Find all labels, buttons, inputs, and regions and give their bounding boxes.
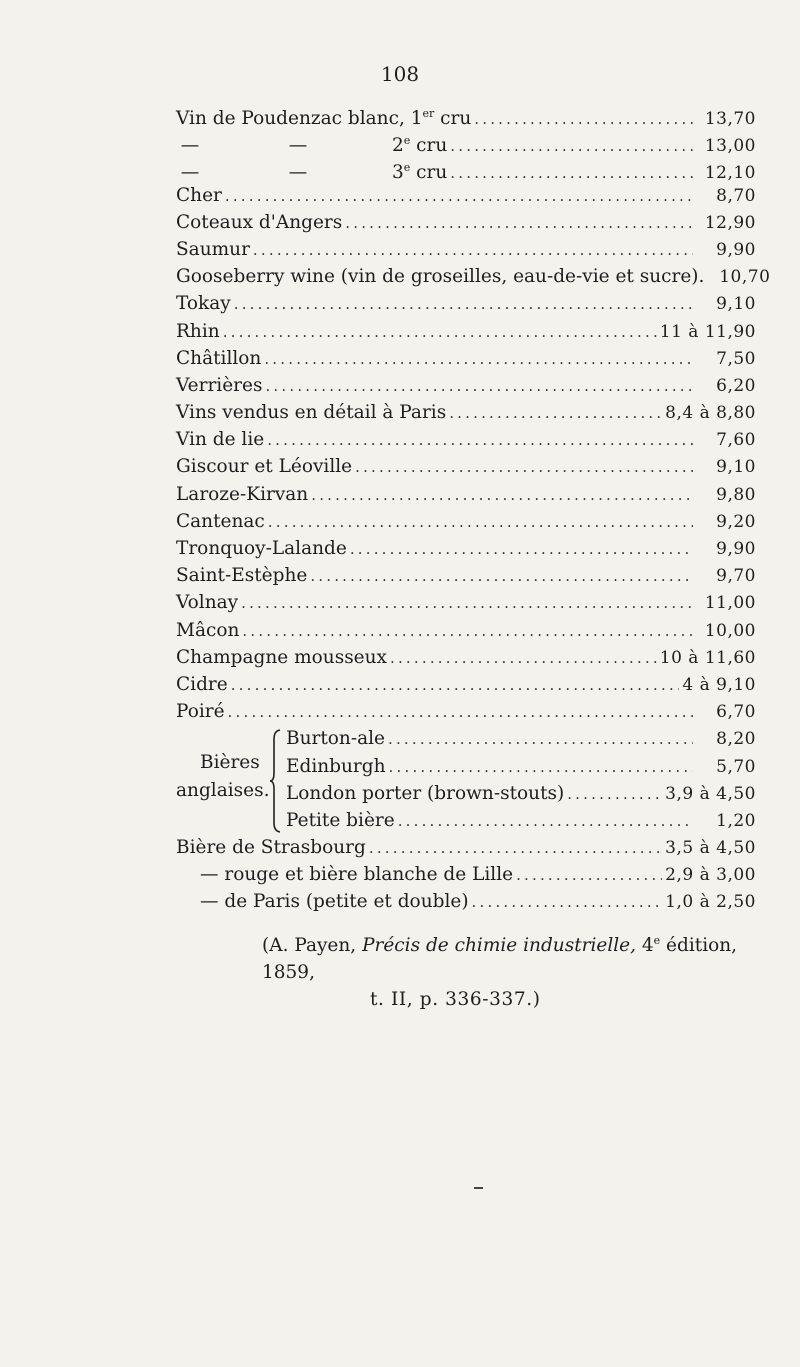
leader-dots xyxy=(253,237,693,264)
entry-row xyxy=(176,236,756,263)
entry-text: Saumur xyxy=(176,238,250,260)
entry-label xyxy=(176,345,261,372)
entry-label xyxy=(176,861,513,888)
entry-label xyxy=(176,644,387,671)
entry-label xyxy=(176,453,352,480)
entry-text: Mâcon xyxy=(176,619,240,641)
leader-dots xyxy=(516,862,662,889)
entry-row xyxy=(176,399,756,426)
entry-text: Vins vendus en détail à Paris xyxy=(176,402,447,424)
entry-text: Cantenac xyxy=(176,510,265,532)
entry-text: Châtillon xyxy=(176,347,262,369)
leader-dots xyxy=(267,427,693,454)
entry-text: Verrières xyxy=(176,374,263,396)
entry-label xyxy=(286,753,386,780)
leader-dots xyxy=(450,133,693,160)
source-citation xyxy=(262,927,758,1013)
entry-label xyxy=(176,888,469,915)
entry-label xyxy=(286,780,564,807)
entry-row xyxy=(176,318,756,345)
leader-dots xyxy=(345,210,693,237)
entry-row xyxy=(176,562,756,589)
entry-row xyxy=(176,671,756,698)
entry-row xyxy=(286,725,756,752)
entry-row xyxy=(176,508,756,535)
entry-label xyxy=(176,698,225,725)
price-list xyxy=(176,100,771,916)
entry-label xyxy=(176,426,264,453)
entry-row xyxy=(176,644,756,671)
entry-text: Cidre xyxy=(176,673,228,695)
group-label-line2: anglaises. xyxy=(176,780,270,802)
leader-dots xyxy=(223,319,657,346)
entry-label xyxy=(176,617,239,644)
entry-label xyxy=(176,399,446,426)
entry-label xyxy=(176,290,231,317)
entry-row xyxy=(176,100,756,127)
leader-dots xyxy=(225,183,693,210)
leader-dots xyxy=(310,563,693,590)
entry-value: 12,10 xyxy=(704,163,756,184)
entry-value: 9,90 xyxy=(716,239,756,260)
entry-text: Cher xyxy=(176,184,222,206)
entry-row xyxy=(176,426,756,453)
entry-value: 9,70 xyxy=(716,566,756,587)
entry-value: 6,20 xyxy=(716,375,756,396)
entry-row xyxy=(176,888,756,915)
entry-suffix: cru xyxy=(410,135,448,157)
leader-dots xyxy=(350,536,693,563)
entry-value: 9,90 xyxy=(716,539,756,559)
leader-dots xyxy=(472,889,663,916)
beer-rows xyxy=(286,725,756,834)
source-edition-sup: e xyxy=(653,934,661,947)
entry-row xyxy=(176,372,756,399)
leader-dots xyxy=(264,346,693,373)
entry-label xyxy=(176,372,262,399)
entry-label xyxy=(176,263,704,290)
entry-text: — de Paris (petite et double) xyxy=(200,891,469,913)
entry-label xyxy=(176,589,238,616)
ditto-dash: — xyxy=(288,162,308,184)
entry-row xyxy=(176,453,756,480)
entry-label xyxy=(176,481,308,508)
source-suffix: édition, 1859, xyxy=(262,935,738,983)
leader-dots xyxy=(231,672,680,699)
entry-value: 6,70 xyxy=(716,702,756,723)
source-line-2: t. II, p. 336-337.) xyxy=(370,989,541,1010)
entry-row xyxy=(176,481,756,508)
entry-label xyxy=(176,562,307,589)
entry-text: Volnay xyxy=(176,592,239,614)
entry-row xyxy=(176,861,756,888)
entry-text: Vin de lie xyxy=(176,429,265,451)
source-line-1 xyxy=(262,927,758,986)
entry-value: 8,4 à 8,80 xyxy=(665,403,756,424)
entry-suffix: cru xyxy=(410,162,448,184)
group-label xyxy=(176,725,276,834)
ditto-dash: — xyxy=(288,135,308,157)
leader-dots xyxy=(311,482,693,509)
entry-text: Tokay xyxy=(176,293,231,315)
entry-row xyxy=(176,589,756,616)
entry-value: 7,50 xyxy=(716,348,756,369)
entry-value: 3,9 à 4,50 xyxy=(665,783,756,804)
entry-text: Saint-Estèphe xyxy=(176,565,308,587)
entry-text: Coteaux d'Angers xyxy=(176,211,343,233)
entry-text: Champagne mousseux xyxy=(176,646,387,668)
leader-dots xyxy=(355,454,693,481)
entry-label xyxy=(176,508,265,535)
entry-value: 8,20 xyxy=(716,729,756,750)
entry-label xyxy=(176,209,342,236)
entry-value: 13,00 xyxy=(704,136,756,157)
leader-dots xyxy=(369,835,662,862)
entry-text: Rhin xyxy=(176,320,220,342)
leader-dots xyxy=(268,509,693,536)
entry-row xyxy=(176,209,756,236)
ordinal-number: 2 xyxy=(392,135,404,157)
entry-row xyxy=(286,753,756,780)
entry-text: Giscour et Léoville xyxy=(176,456,353,478)
entry-value: 10,00 xyxy=(704,620,756,641)
entry-value: 1,20 xyxy=(716,810,756,831)
entry-value: 5,70 xyxy=(716,756,756,777)
entry-text: Laroze-Kirvan xyxy=(176,483,309,505)
group-label-line1: Bières xyxy=(200,752,260,774)
entry-row xyxy=(176,617,756,644)
entry-label xyxy=(176,834,366,861)
entry-suffix: cru xyxy=(434,108,472,129)
entry-label xyxy=(176,671,228,698)
leader-dots xyxy=(567,781,662,808)
entry-row xyxy=(176,698,756,725)
entry-value: 13,70 xyxy=(704,109,756,129)
leader-dots xyxy=(234,291,693,318)
entry-row xyxy=(176,535,756,562)
entry-value: 1,0 à 2,50 xyxy=(665,892,756,913)
entry-label xyxy=(286,725,385,752)
entry-text: — rouge et bière blanche de Lille xyxy=(200,864,514,886)
leader-dots xyxy=(242,618,693,645)
entry-value: 9,80 xyxy=(716,484,756,505)
entry-row xyxy=(176,263,771,290)
entry-text: Edinburgh xyxy=(286,755,386,777)
entry-row xyxy=(176,345,756,372)
entry-value: 4 à 9,10 xyxy=(682,674,756,695)
ordinal-sup: e xyxy=(403,134,411,148)
entry-value: 7,60 xyxy=(716,430,756,451)
leader-dots xyxy=(241,590,693,617)
entry-value: 9,20 xyxy=(716,511,756,532)
curly-brace xyxy=(269,729,281,833)
entry-value: 9,10 xyxy=(716,457,756,478)
entry-label xyxy=(176,318,220,345)
leader-dots xyxy=(228,699,693,726)
entry-value: 12,90 xyxy=(704,212,756,233)
entry-value: 2,9 à 3,00 xyxy=(665,865,756,886)
entry-row xyxy=(176,834,756,861)
entry-text: Tronquoy-Lalande xyxy=(176,538,347,559)
entry-value: 10,70 xyxy=(719,267,771,288)
leader-dots xyxy=(390,645,657,672)
entry-text: Bière de Strasbourg xyxy=(176,837,366,859)
entry-label xyxy=(176,535,347,562)
ordinal-sup: er xyxy=(422,107,435,120)
leader-dots xyxy=(474,106,693,133)
entry-text: Burton-ale xyxy=(286,728,385,750)
page-mark xyxy=(474,1187,483,1189)
entry-text: Vin de Poudenzac blanc, 1 xyxy=(176,108,423,129)
entry-text: Petite bière xyxy=(286,809,395,831)
leader-dots xyxy=(398,808,693,835)
entry-value: 10 à 11,60 xyxy=(659,647,756,668)
entry-label xyxy=(176,236,250,263)
source-title: Précis de chimie industrielle, xyxy=(362,935,636,956)
leader-dots xyxy=(449,400,662,427)
ordinal-sup: e xyxy=(403,161,411,175)
entry-row xyxy=(286,780,756,807)
entry-label xyxy=(176,182,222,209)
entry-text: London porter (brown-stouts) xyxy=(286,782,565,804)
ordinal-number: 3 xyxy=(392,162,404,184)
entry-value: 9,10 xyxy=(716,294,756,315)
source-prefix: (A. Payen, xyxy=(262,935,363,956)
leader-dots xyxy=(265,373,693,400)
entry-label xyxy=(286,807,395,834)
entry-row xyxy=(176,182,756,209)
page-number: 108 xyxy=(380,62,420,86)
entry-value: 8,70 xyxy=(716,185,756,206)
ditto-dash: — xyxy=(180,135,200,157)
entry-row xyxy=(286,807,756,834)
entry-value: 3,5 à 4,50 xyxy=(665,838,756,859)
entry-text: Poiré xyxy=(176,701,225,723)
english-beers-group xyxy=(176,725,756,834)
entry-value: 11,00 xyxy=(704,593,756,614)
entry-value: 11 à 11,90 xyxy=(659,321,756,342)
leader-dots xyxy=(389,754,693,781)
leader-dots xyxy=(388,726,693,753)
entry-text: Gooseberry wine (vin de groseilles, eau-de-vie et sucre). xyxy=(176,266,705,288)
entry-row xyxy=(176,290,756,317)
ditto-dash: — xyxy=(180,162,200,184)
source-edition-number: 4 xyxy=(636,935,654,956)
